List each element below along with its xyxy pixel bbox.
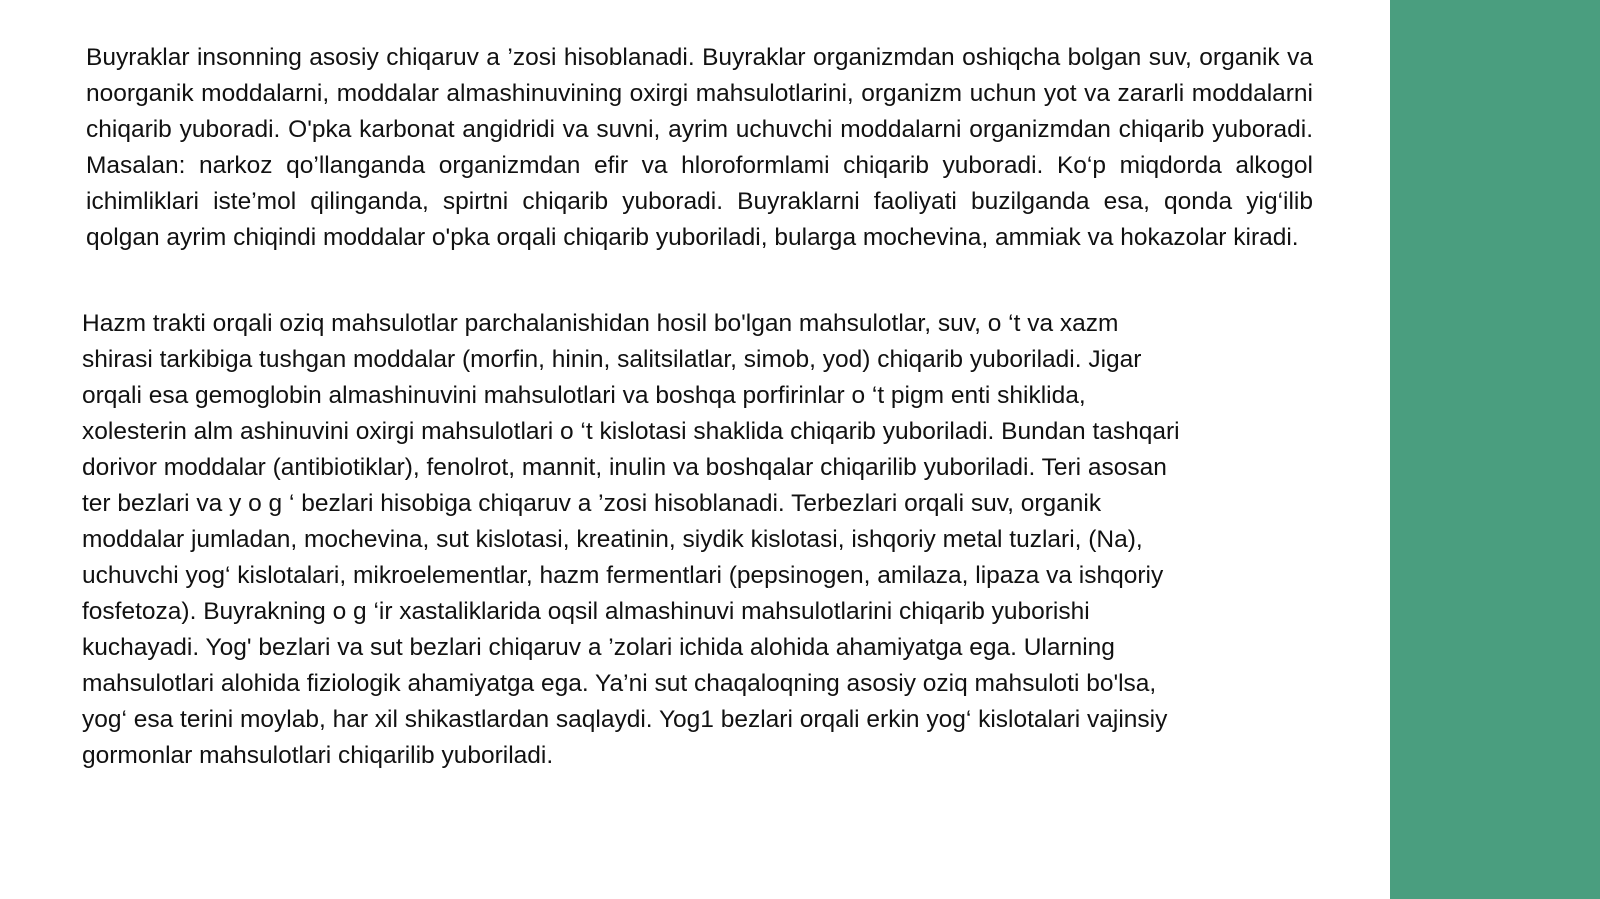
- paragraph-line: moddalar jumladan, mochevina, sut kislotasi, kreatinin, siydik kislotasi, ishqoriy metal tuzlari, (Na),: [82, 526, 1143, 553]
- paragraph-line: kuchayadi. Yog' bezlari va sut bezlari chiqaruv a ’zolari ichida alohida ahamiyatga ega. Ularning: [82, 634, 1115, 661]
- paragraph-line: orqali esa gemoglobin almashinuvini mahsulotlari va boshqa porfirinlar o ‘t pigm enti shiklida,: [82, 382, 1086, 409]
- paragraph-excretion-other-organs: [82, 306, 1322, 774]
- paragraph-line: mahsulotlari alohida fiziologik ahamiyatga ega. Ya’ni sut chaqaloqning asosiy oziq mahsuloti bo'lsa,: [82, 670, 1157, 697]
- paragraph-line: dorivor moddalar (antibiotiklar), fenolrot, mannit, inulin va boshqalar chiqarilib yuboriladi. Teri asosan: [82, 454, 1167, 481]
- accent-side-band: [1390, 0, 1600, 899]
- paragraph-line: Hazm trakti orqali oziq mahsulotlar parchalanishidan hosil bo'lgan mahsulotlar, suv, o ‘t va xazm: [82, 310, 1119, 337]
- paragraph-line: xolesterin alm ashinuvini oxirgi mahsulotlari o ‘t kislotasi shaklida chiqarib yuboriladi. Bundan tashqari: [82, 418, 1180, 445]
- paragraph-line: shirasi tarkibiga tushgan moddalar (morfin, hinin, salitsilatlar, simob, yod) chiqarib yuboriladi. Jigar: [82, 346, 1142, 373]
- paragraph-line: gormonlar mahsulotlari chiqarilib yuboriladi.: [82, 742, 554, 769]
- paragraph-excretion-kidneys: Buyraklar insonning asosiy chiqaruv a ’zosi hisoblanadi. Buyraklar organizmdan oshiqcha bolgan suv, organik va noorganik moddalarni, moddalar almashinuvining oxirgi mahsulotlarini, organizm uchun yot va zararli moddalarni chiqarib yuboradi. O'pka karbonat angidridi va suvni, ayrim uchuvchi moddalarni organizmdan chiqarib yuboradi. Masalan: narkoz qo’llanganda organizmdan efir va hloroformlami chiqarib yuboradi. Ko‘p miqdorda alkogol ichimliklari iste’mol qilinganda, spirtni chiqarib yuboradi. Buyraklarni faoliyati buzilganda esa, qonda yig‘ilib qolgan ayrim chiqindi moddalar o'pka orqali chiqarib yuboriladi, bularga mochevina, ammiak va hokazolar kiradi.: [86, 44, 1313, 251]
- paragraph-line: fosfetoza). Buyrakning o g ‘ir xastaliklarida oqsil almashinuvi mahsulotlarini chiqarib yuborishi: [82, 598, 1090, 625]
- paragraph-line: uchuvchi yog‘ kislotalari, mikroelementlar, hazm fermentlari (pepsinogen, amilaza, lipaza va ishqoriy: [82, 562, 1164, 589]
- paragraph-line: ter bezlari va y o g ‘ bezlari hisobiga chiqaruv a ’zosi hisoblanadi. Terbezlari orqali suv, organik: [82, 490, 1102, 517]
- paragraph-line: yog‘ esa terini moylab, har xil shikastlardan saqlaydi. Yog1 bezlari orqali erkin yog‘ kislotalari vajinsiy: [82, 706, 1168, 733]
